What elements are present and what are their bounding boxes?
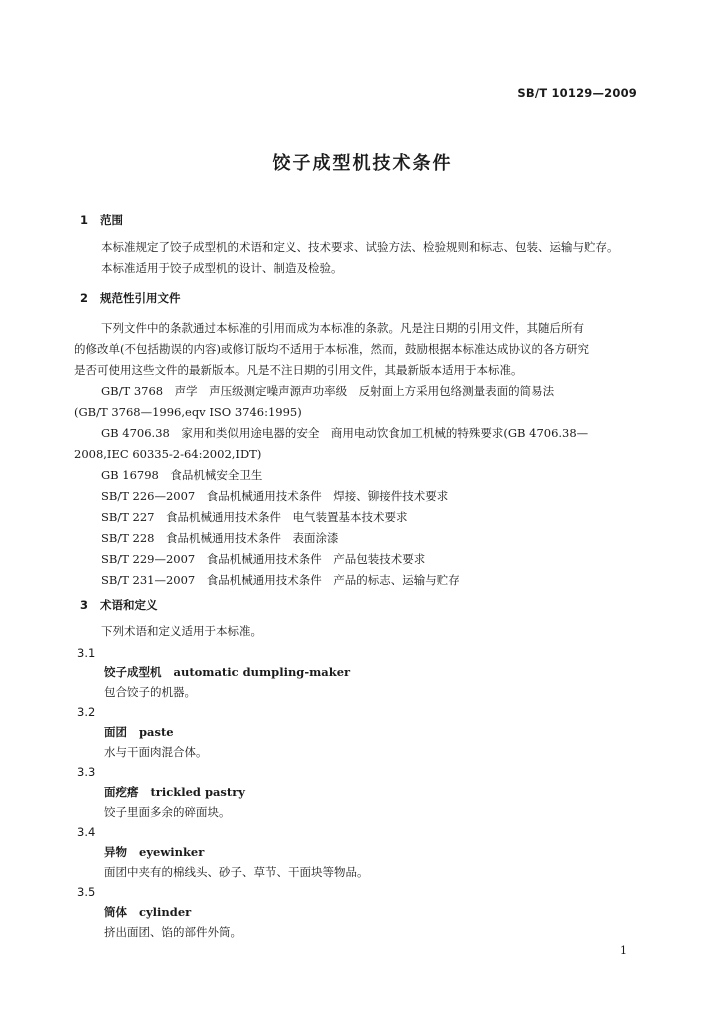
standard-code: SB/T 10129—2009 [517, 86, 637, 100]
section-heading-references [80, 290, 181, 306]
references-body [74, 318, 654, 591]
term-entry [104, 844, 204, 860]
section-title: 范围 [100, 213, 123, 227]
clause-number: 3.3 [77, 765, 96, 779]
term-english: paste [139, 725, 174, 739]
term-english: trickled pastry [150, 785, 245, 799]
term-english: automatic dumpling-maker [173, 665, 351, 679]
reference-item: SB/T 226—2007 食品机械通用技术条件 焊接、铆接件技术要求 [101, 489, 449, 503]
term-entry [104, 784, 245, 800]
term-chinese: 面疙瘩 [104, 785, 139, 799]
section-number: 1 [80, 213, 89, 227]
paragraph-line: 的修改单(不包括勘误的内容)或修订版均不适用于本标准，然而，鼓励根据本标准达成协议的各方研究 [74, 342, 589, 356]
clause-number: 3.2 [77, 705, 96, 719]
section-title: 规范性引用文件 [100, 291, 181, 305]
reference-item: GB 4706.38 家用和类似用途电器的安全 商用电动饮食加工机械的特殊要求(GB 4706.38— [101, 426, 589, 440]
term-definition: 水与干面肉混合体。 [104, 745, 208, 759]
clause-number: 3.4 [77, 825, 96, 839]
term-definition: 包合饺子的机器。 [104, 685, 196, 699]
paragraph: 下列术语和定义适用于本标准。 [101, 624, 262, 638]
section-title: 术语和定义 [100, 598, 158, 612]
term-definition: 饺子里面多余的碎面块。 [104, 805, 231, 819]
clause-number: 3.1 [77, 646, 96, 660]
paragraph: 本标准适用于饺子成型机的设计、制造及检验。 [101, 261, 343, 275]
term-chinese: 饺子成型机 [104, 665, 162, 679]
document-title: 饺子成型机技术条件 [272, 153, 453, 174]
term-entry [104, 664, 350, 680]
section-heading-terms [80, 597, 158, 613]
term-chinese: 面团 [104, 725, 127, 739]
paragraph: 本标准规定了饺子成型机的术语和定义、技术要求、试验方法、检验规则和标志、包装、运输与贮存。 [101, 240, 619, 254]
reference-item: GB 16798 食品机械安全卫生 [101, 468, 263, 482]
terms-intro [74, 621, 654, 642]
scope-body [74, 237, 654, 279]
reference-item: SB/T 228 食品机械通用技术条件 表面涂漆 [101, 531, 339, 545]
reference-item: SB/T 229—2007 食品机械通用技术条件 产品包装技术要求 [101, 552, 426, 566]
term-entry [104, 904, 191, 920]
term-definition: 挤出面团、馅的部件外筒。 [104, 925, 242, 939]
section-number: 3 [80, 598, 89, 612]
term-chinese: 异物 [104, 845, 127, 859]
reference-item: GB/T 3768 声学 声压级测定噪声源声功率级 反射面上方采用包络测量表面的简易法 [101, 384, 555, 398]
paragraph-line: 是否可使用这些文件的最新版本。凡是不注日期的引用文件，其最新版本适用于本标准。 [74, 363, 523, 377]
reference-item: SB/T 231—2007 食品机械通用技术条件 产品的标志、运输与贮存 [101, 573, 460, 587]
reference-item-continued: (GB/T 3768—1996,eqv ISO 3746:1995) [74, 405, 302, 419]
section-number: 2 [80, 291, 89, 305]
reference-item: SB/T 227 食品机械通用技术条件 电气装置基本技术要求 [101, 510, 408, 524]
term-chinese: 筒体 [104, 905, 127, 919]
paragraph-line: 下列文件中的条款通过本标准的引用而成为本标准的条款。凡是注日期的引用文件，其随后所有 [101, 321, 584, 335]
reference-item-continued: 2008,IEC 60335-2-64:2002,IDT) [74, 447, 262, 461]
term-definition: 面团中夹有的棉线头、砂子、草节、干面块等物品。 [104, 865, 369, 879]
term-english: cylinder [139, 905, 192, 919]
section-heading-scope [80, 212, 123, 228]
term-english: eyewinker [139, 845, 205, 859]
page-number: 1 [620, 944, 627, 957]
clause-number: 3.5 [77, 885, 96, 899]
term-entry [104, 724, 174, 740]
